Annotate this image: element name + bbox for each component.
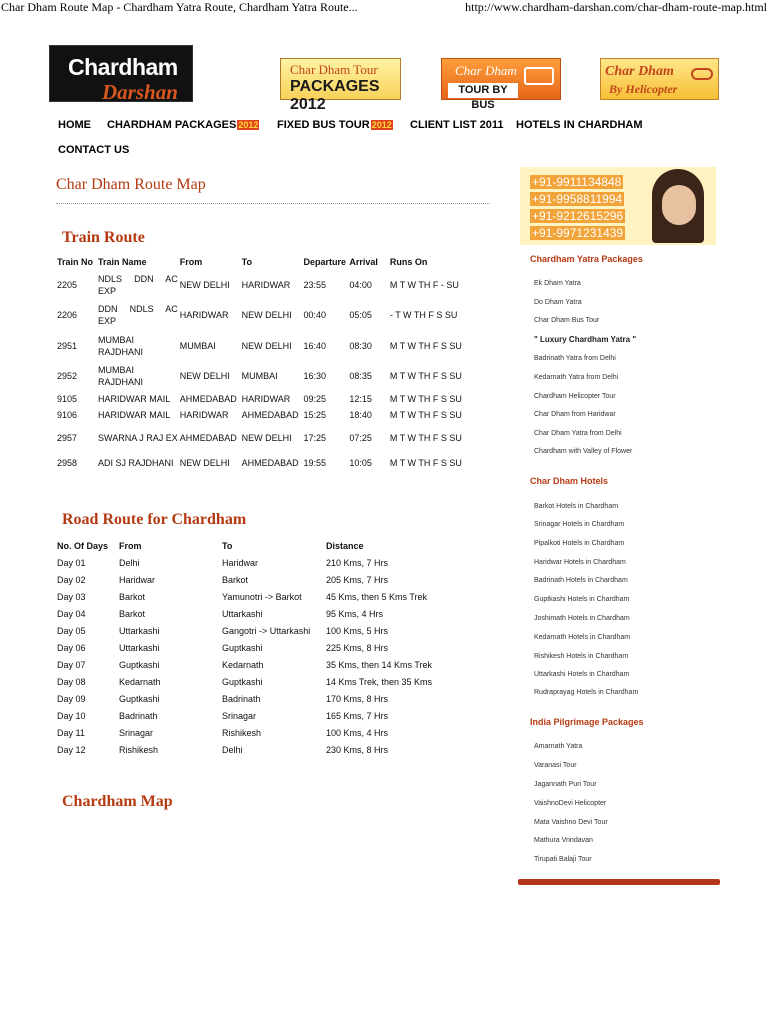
sidebar-link[interactable]: Chardham with Valley of Flower [534,448,633,455]
train-arrival: 05:05 [349,310,372,320]
train-departure: 17:25 [303,433,327,443]
train-from: AHMEDABAD [179,394,237,404]
sidebar-link[interactable]: Mathura Vrindavan [534,837,593,844]
train-no: 2958 [57,458,78,468]
train-from: NEW DELHI [179,458,230,468]
train-no: 2951 [57,340,78,351]
print-header [0,0,768,16]
nav-hotels[interactable]: HOTELS IN CHARDHAM [516,119,643,131]
train-from: AHMEDABAD [179,433,237,443]
train-name: ADI SJ RAJDHANI [98,458,174,468]
train-departure: 23:55 [303,280,327,290]
train-header-row [56,254,466,270]
road-to: Yamunotri -> Barkot [222,591,302,602]
helicopter-banner-line1: Char Dham [605,64,674,79]
road-from: Srinagar [119,727,154,738]
road-to: Barkot [222,574,249,585]
phone-number[interactable]: +91-9212615296 [532,209,624,223]
sidebar-link[interactable]: Char Dham Yatra from Delhi [534,430,622,437]
table-row [56,453,466,473]
sidebar-bottom-bar [518,879,720,885]
train-to: AHMEDABAD [241,410,299,420]
main-nav [58,119,718,163]
sidebar-link[interactable]: Mata Vaishno Devi Tour [534,819,608,826]
train-name: MUMBAI RAJDHANI [98,334,144,357]
sidebar-link[interactable]: Ek Dham Yatra [534,280,581,287]
sidebar-link[interactable]: Char Dham from Haridwar [534,411,616,418]
train-runs-on: M T W TH F S SU [389,433,462,443]
col-departure: Departure [303,257,346,267]
road-distance: 14 Kms Trek, then 35 Kms [326,676,433,687]
train-to: HARIDWAR [241,280,291,290]
bus-banner-line1: Char Dham [455,63,517,78]
train-arrival: 18:40 [349,410,372,420]
road-distance: 225 Kms, 8 Hrs [326,642,389,653]
sidebar-link[interactable]: Uttarkashi Hotels in Chardham [534,671,630,678]
train-route-heading: Train Route [62,229,145,246]
train-from: HARIDWAR [179,310,229,320]
road-from: Guptkashi [119,693,160,704]
road-from: Haridwar [119,574,156,585]
train-from: MUMBAI [179,340,216,351]
col-runs-on: Runs On [389,257,428,267]
sidebar-link[interactable]: Barkot Hotels in Chardham [534,503,619,510]
col-from: From [179,257,203,267]
sidebar-link[interactable]: Kedarnath Hotels in Chardham [534,634,631,641]
train-no: 2957 [57,433,78,443]
page-url-header: http://www.chardham-darshan.com/char-dham-route-map.html [465,0,767,14]
train-departure: 00:40 [303,310,327,320]
nav-bus-year-badge: 2012 [371,120,392,130]
train-to: AHMEDABAD [241,458,299,468]
helicopter-banner[interactable] [600,58,719,100]
table-row [56,407,466,423]
nav-packages-year-badge: 2012 [238,120,259,130]
table-row [56,622,441,639]
road-distance: 45 Kms, then 5 Kms Trek [326,591,428,602]
train-name: DDN NDLS AC EXP [98,304,178,326]
train-runs-on: M T W TH F S SU [389,410,462,420]
chardham-map-heading: Chardham Map [62,793,173,810]
table-row [56,300,466,330]
train-arrival: 10:05 [349,458,372,468]
road-to: Gangotri -> Uttarkashi [222,625,311,636]
road-day: Day 08 [57,676,86,687]
table-row [56,423,466,453]
col-arrival: Arrival [349,257,378,267]
road-distance: 165 Kms, 7 Hrs [326,710,389,721]
road-day: Day 05 [57,625,86,636]
train-no: 9105 [57,394,78,404]
yatra-packages-heading: Chardham Yatra Packages [530,254,643,264]
sidebar-link[interactable]: Chardham Helicopter Tour [534,393,616,400]
road-to: Rishikesh [222,727,262,738]
train-to: NEW DELHI [241,310,292,320]
train-to: MUMBAI [241,371,278,381]
road-to: Delhi [222,744,243,755]
col-distance: Distance [326,541,364,551]
title-divider [56,203,490,204]
hotels-heading: Char Dham Hotels [530,476,609,486]
train-runs-on: M T W TH F S SU [389,340,462,351]
sidebar-link[interactable]: Badrinath Yatra from Delhi [534,355,616,362]
table-row [56,571,441,588]
train-runs-on: M T W TH F S SU [389,394,462,404]
sidebar-link[interactable]: VaishnoDevi Helicopter [534,800,607,807]
road-to: Kedarnath [222,659,264,670]
train-from: NEW DELHI [179,280,230,290]
table-row [56,724,441,741]
nav-chardham-packages-label: CHARDHAM PACKAGES [107,119,237,131]
table-row [56,270,466,300]
road-day: Day 11 [57,727,85,738]
col-train-no: Train No [57,257,94,267]
table-row [56,554,441,571]
road-distance: 35 Kms, then 14 Kms Trek [326,659,433,670]
nav-contact-us[interactable]: CONTACT US [58,144,130,156]
sidebar-link[interactable]: Srinagar Hotels in Chardham [534,521,625,528]
road-from: Delhi [119,557,140,568]
packages-banner-line1: Char Dham Tour [290,62,378,77]
nav-fixed-bus-tour-label: FIXED BUS TOUR [277,119,370,131]
road-day: Day 02 [57,574,86,585]
train-name: HARIDWAR MAIL [98,410,171,420]
logo-line-2: Darshan [102,80,178,104]
road-from: Rishikesh [119,744,159,755]
train-from: NEW DELHI [179,371,230,381]
train-from: HARIDWAR [179,410,229,420]
road-to: Uttarkashi [222,608,263,619]
road-distance: 205 Kms, 7 Hrs [326,574,389,585]
contact-phones-box [520,167,716,245]
train-arrival: 04:00 [349,280,372,290]
sidebar-link[interactable]: Kedarnath Yatra from Delhi [534,374,619,381]
sidebar-link[interactable]: Tirupati Balaji Tour [534,856,592,863]
sidebar-link[interactable]: Varanasi Tour [534,762,577,769]
col-road-to: To [222,541,233,551]
train-runs-on: M T W TH F - SU [389,280,459,290]
train-runs-on: M T W TH F S SU [389,458,462,468]
road-day: Day 10 [57,710,86,721]
sidebar-link[interactable]: Rishikesh Hotels in Chardham [534,653,629,660]
road-day: Day 03 [57,591,86,602]
helicopter-icon [691,68,713,80]
packages-banner[interactable] [280,58,401,113]
train-departure: 16:30 [303,371,327,381]
sidebar-link[interactable]: Do Dham Yatra [534,299,582,306]
sidebar-link[interactable]: Haridwar Hotels in Chardham [534,559,626,566]
train-name: NDLS DDN AC EXP [98,274,178,296]
train-no: 2952 [57,371,78,381]
road-header-row [56,538,441,554]
train-to: NEW DELHI [241,340,292,351]
col-road-from: From [119,541,142,551]
train-no: 2206 [57,310,78,320]
train-route-table [56,254,466,473]
col-to: To [241,257,252,267]
road-from: Badrinath [119,710,158,721]
road-to: Guptkashi [222,642,263,653]
road-from: Guptkashi [119,659,160,670]
phone-number[interactable]: +91-9971231439 [532,226,624,240]
bus-banner-line2: TOUR BY BUS [448,83,518,98]
road-distance: 95 Kms, 4 Hrs [326,608,384,619]
road-distance: 100 Kms, 5 Hrs [326,625,389,636]
road-day: Day 12 [57,744,86,755]
logo-line-1: Chardham [68,54,178,80]
train-no: 9106 [57,410,78,420]
road-from: Uttarkashi [119,642,160,653]
table-row [56,330,466,361]
road-from: Uttarkashi [119,625,160,636]
sidebar-link[interactable]: Jagannath Puri Tour [534,781,597,788]
phone-number[interactable]: +91-9911134848 [532,175,622,189]
train-runs-on: M T W TH F S SU [389,371,462,381]
road-from: Barkot [119,608,146,619]
train-name: HARIDWAR MAIL [98,394,171,404]
site-logo[interactable] [49,45,193,102]
train-name: SWARNA J RAJ EX [98,433,178,443]
bus-banner[interactable] [441,58,561,111]
road-distance: 100 Kms, 4 Hrs [326,727,389,738]
sidebar-link[interactable]: Char Dham Bus Tour [534,317,600,324]
table-row [56,673,441,690]
support-agent-face [662,185,696,225]
train-departure: 16:40 [303,340,327,351]
nav-home[interactable]: HOME [58,119,91,131]
train-departure: 15:25 [303,410,327,420]
sidebar-link[interactable]: Amarnath Yatra [534,743,583,750]
nav-fixed-bus-tour[interactable] [277,119,393,131]
helicopter-banner-line2: By Helicopter [609,82,678,96]
sidebar-link[interactable]: Guptkashi Hotels in Chardham [534,596,630,603]
bus-icon [524,67,554,85]
col-days: No. Of Days [57,541,109,551]
road-route-heading: Road Route for Chardham [62,511,247,528]
train-departure: 09:25 [303,394,327,404]
train-departure: 19:55 [303,458,327,468]
phone-number[interactable]: +91-9958811994 [532,192,623,206]
table-row [56,605,441,622]
road-day: Day 09 [57,693,86,704]
sidebar-link[interactable]: Pipalkoti Hotels in Chardham [534,540,625,547]
road-day: Day 07 [57,659,86,670]
nav-chardham-packages[interactable] [107,119,259,131]
nav-client-list[interactable]: CLIENT LIST 2011 [410,119,504,131]
table-row [56,741,441,758]
train-no: 2205 [57,280,78,290]
col-train-name: Train Name [98,257,147,267]
pilgrimage-heading: India Pilgrimage Packages [530,717,644,727]
train-name: MUMBAI RAJDHANI [98,365,144,387]
road-to: Srinagar [222,710,257,721]
table-row [56,639,441,656]
road-distance: 230 Kms, 8 Hrs [326,744,389,755]
train-to: NEW DELHI [241,433,292,443]
page-title: Char Dham Route Map [56,176,206,193]
sidebar-link[interactable]: Joshimath Hotels in Chardham [534,615,630,622]
train-arrival: 08:35 [349,371,372,381]
packages-banner-line2: PACKAGES 2012 [290,78,380,113]
road-to: Guptkashi [222,676,263,687]
train-runs-on: - T W TH F S SU [389,310,458,320]
table-row [56,361,466,391]
table-row [56,588,441,605]
table-row [56,707,441,724]
road-distance: 170 Kms, 8 Hrs [326,693,389,704]
train-arrival: 08:30 [349,340,372,351]
train-arrival: 07:25 [349,433,372,443]
road-to: Badrinath [222,693,261,704]
sidebar-link[interactable]: Rudraprayag Hotels in Chardham [534,689,639,696]
road-from: Barkot [119,591,146,602]
table-row [56,656,441,673]
road-day: Day 04 [57,608,86,619]
train-arrival: 12:15 [349,394,372,404]
road-to: Haridwar [222,557,259,568]
road-day: Day 06 [57,642,86,653]
sidebar-link[interactable]: " Luxury Chardham Yatra " [534,335,637,344]
road-distance: 210 Kms, 7 Hrs [326,557,389,568]
train-to: HARIDWAR [241,394,291,404]
sidebar-link[interactable]: Badrinath Hotels in Chardham [534,577,628,584]
page-title-header: Char Dham Route Map - Chardham Yatra Route, Chardham Yatra Route... [1,0,358,14]
road-route-table [56,538,441,758]
road-from: Kedarnath [119,676,161,687]
road-day: Day 01 [57,557,86,568]
table-row [56,391,466,407]
table-row [56,690,441,707]
